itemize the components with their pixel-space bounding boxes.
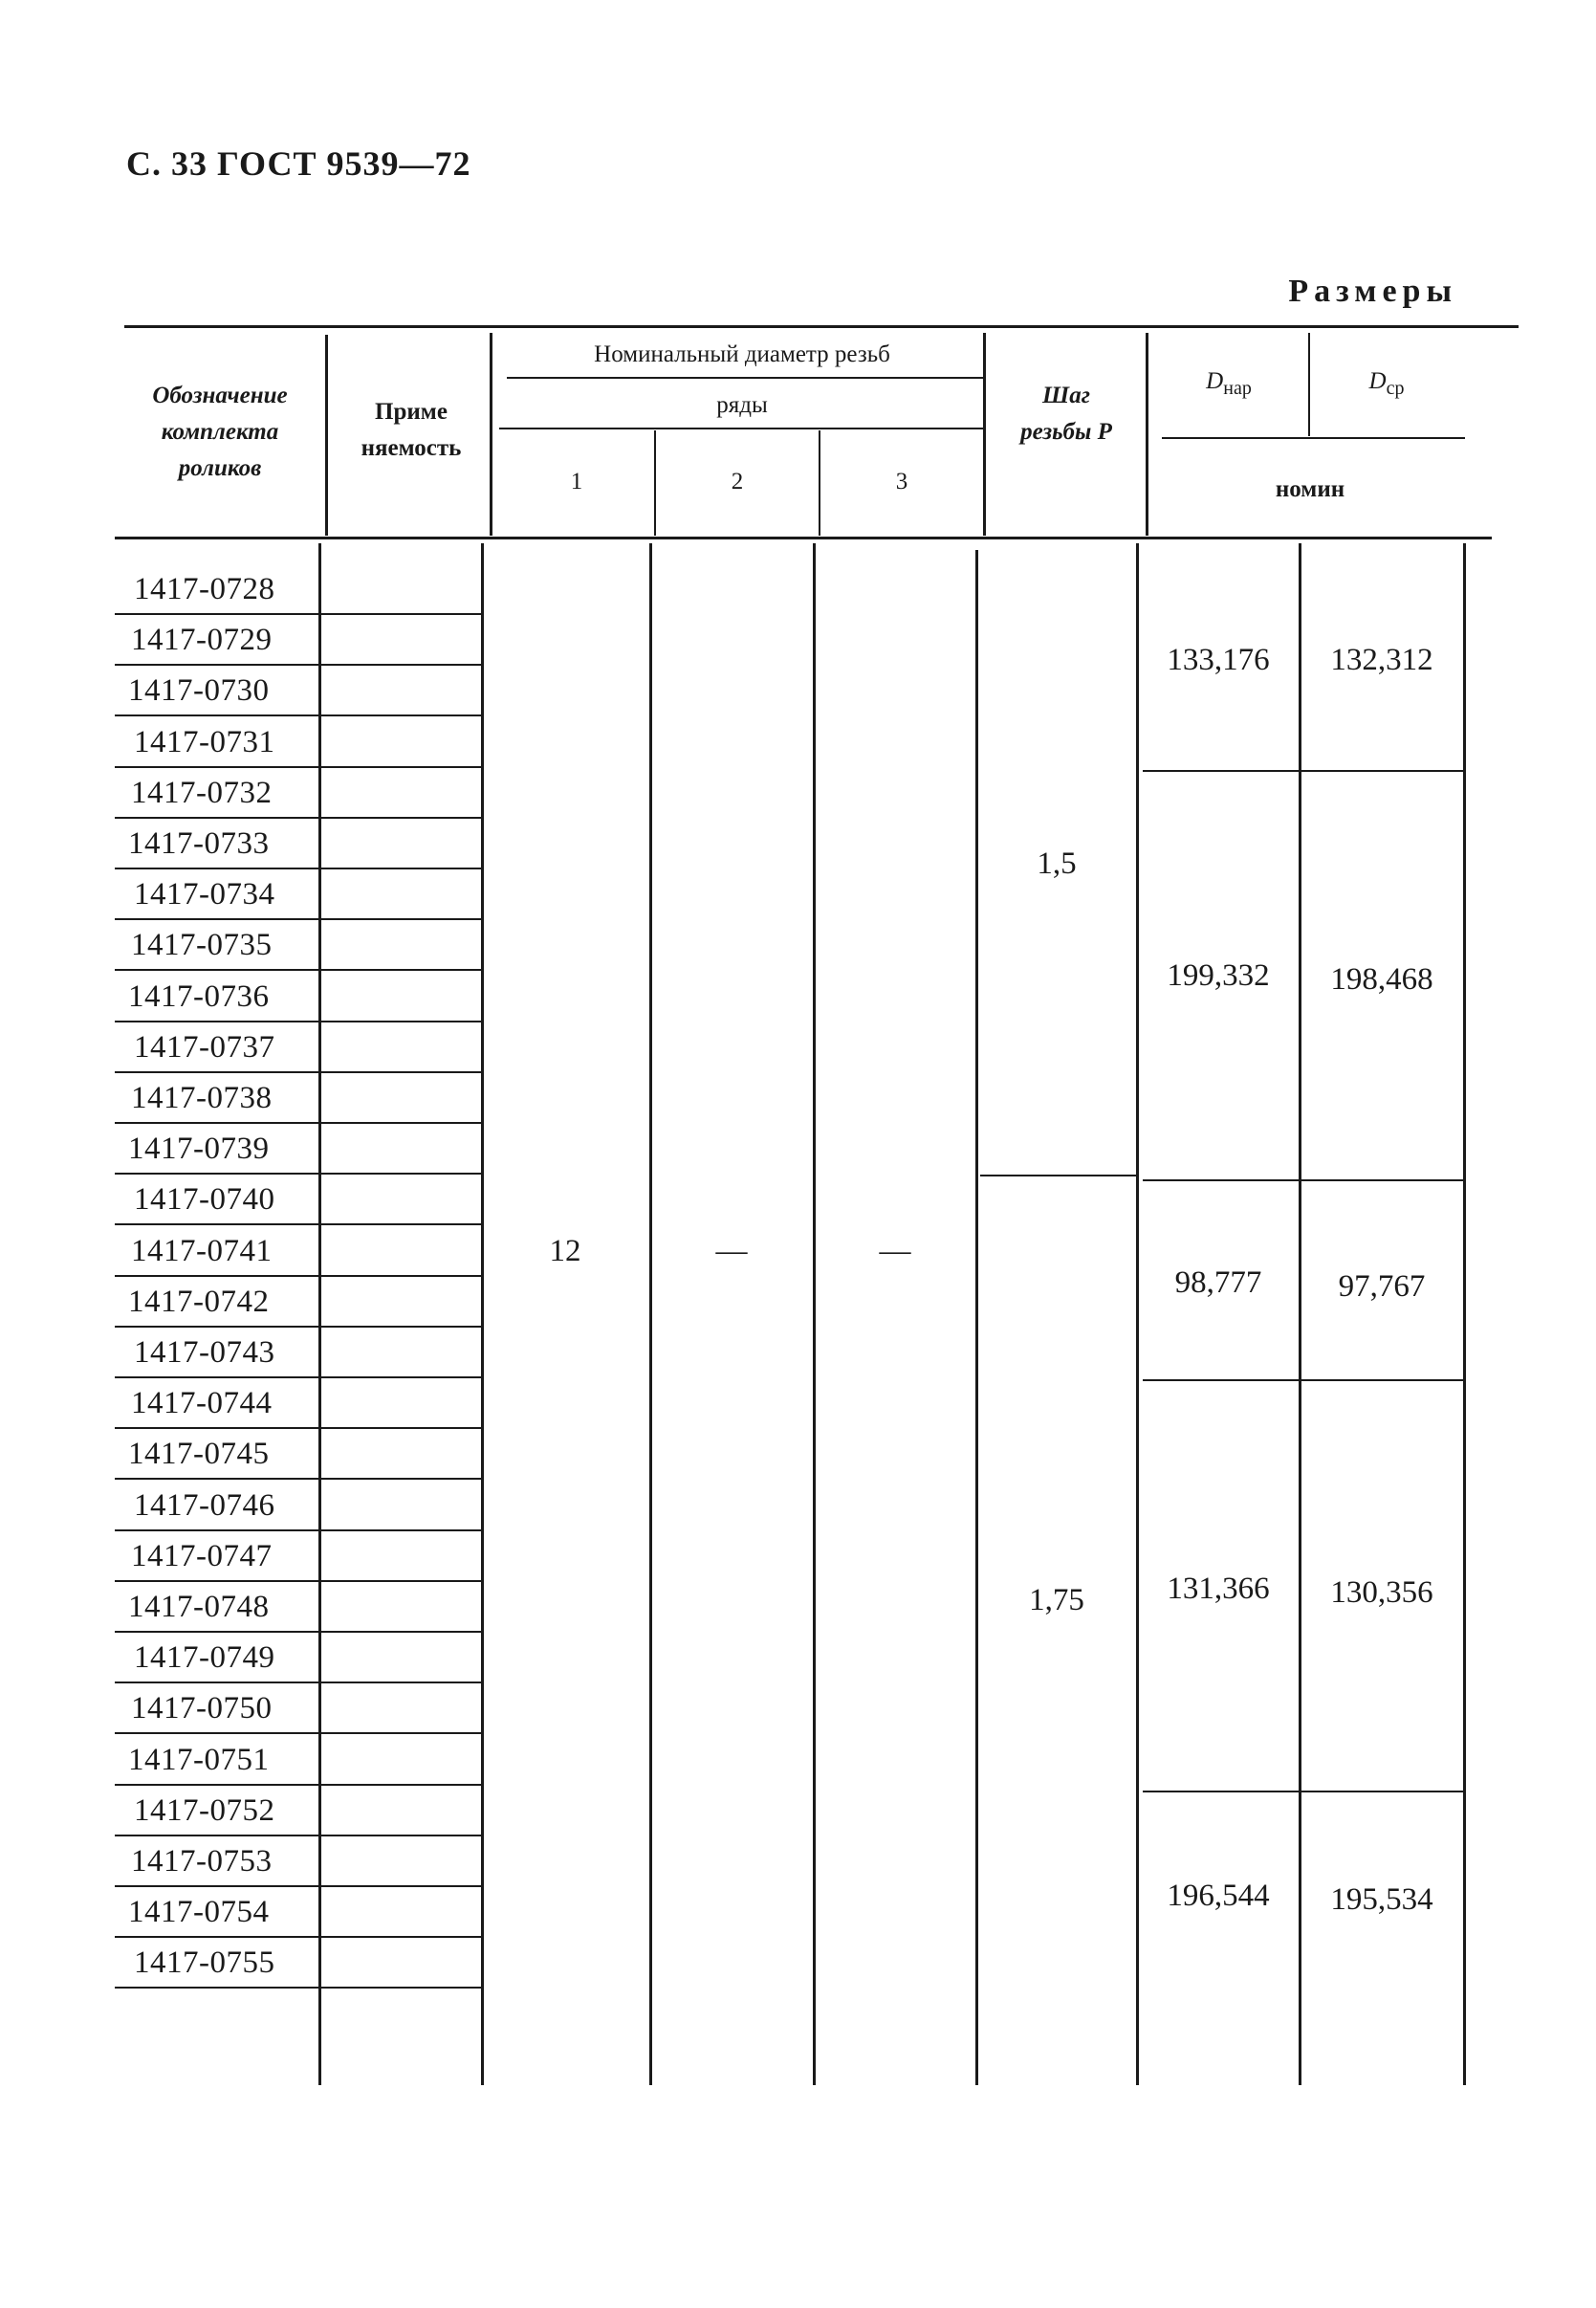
- body-divider: [1299, 543, 1301, 2085]
- dimension-group-rule: [1143, 1179, 1463, 1181]
- pitch-value: 1,5: [1037, 846, 1077, 881]
- d-outer-value: 98,777: [1174, 1265, 1262, 1300]
- body-divider: [1463, 543, 1466, 2085]
- designation-code: 1417-0736: [128, 978, 270, 1014]
- body-divider: [1136, 543, 1139, 2085]
- designation-code: 1417-0737: [134, 1029, 275, 1065]
- dimensions-rule: [1162, 437, 1465, 439]
- pitch-value: 1,75: [1029, 1583, 1084, 1617]
- designation-code: 1417-0755: [134, 1945, 275, 1981]
- d-outer-value: 196,544: [1167, 1879, 1270, 1913]
- row-rule: [115, 1987, 483, 1989]
- d-mean-value: 130,356: [1330, 1575, 1433, 1610]
- header-divider: [1308, 333, 1310, 436]
- table-top-rule: [124, 325, 1519, 328]
- d-mean-subscript: ср: [1386, 378, 1405, 399]
- designation-code: 1417-0748: [128, 1590, 270, 1624]
- header-divider: [325, 335, 328, 536]
- d-outer-subscript: нар: [1223, 378, 1252, 399]
- designation-code: 1417-0739: [128, 1132, 270, 1167]
- designation-code: 1417-0752: [134, 1792, 275, 1828]
- d-outer-header: [1157, 363, 1301, 407]
- d-mean-value: 198,468: [1330, 962, 1433, 997]
- row3-value: —: [879, 1234, 911, 1268]
- designation-code: 1417-0728: [134, 572, 275, 606]
- d-mean-value: 97,767: [1338, 1269, 1426, 1304]
- applicability-header: Приме няемость: [361, 399, 462, 461]
- header-divider: [1146, 333, 1148, 536]
- designation-code: 1417-0730: [128, 673, 270, 709]
- designation-code: 1417-0750: [131, 1691, 273, 1726]
- rows-header: ряды: [716, 392, 768, 418]
- row1-header: 1: [570, 469, 583, 495]
- units-caption: Размеры: [1288, 274, 1457, 309]
- designation-code: 1417-0735: [131, 928, 273, 963]
- designation-code: 1417-0738: [131, 1081, 273, 1115]
- d-mean-symbol: D: [1368, 368, 1387, 394]
- header-bottom-rule: [115, 537, 1492, 539]
- row3-header: 3: [895, 469, 908, 495]
- nominal-diameter-header: Номинальный диаметр резьб: [594, 341, 890, 367]
- dimension-group-rule: [1143, 770, 1463, 772]
- designation-code: 1417-0746: [134, 1487, 275, 1523]
- designation-code: 1417-0749: [134, 1640, 275, 1676]
- d-mean-value: 132,312: [1330, 643, 1433, 677]
- dimension-group-rule: [1143, 1791, 1463, 1792]
- designation-code: 1417-0733: [128, 826, 270, 861]
- designation-code: 1417-0741: [131, 1233, 273, 1268]
- designation-code: 1417-0754: [128, 1895, 270, 1930]
- pitch-header: Шаг резьбы P: [1020, 383, 1112, 445]
- designation-code: 1417-0731: [134, 724, 275, 759]
- d-mean-value: 195,534: [1330, 1882, 1433, 1917]
- designation-code: 1417-0729: [131, 623, 273, 658]
- page-header: С. 33 ГОСТ 9539—72: [126, 144, 471, 183]
- row2-value: —: [715, 1234, 748, 1268]
- designation-code: 1417-0747: [131, 1538, 273, 1573]
- designation-code: 1417-0753: [131, 1844, 273, 1879]
- row2-header: 2: [731, 469, 744, 495]
- body-divider: [813, 543, 816, 2085]
- dimension-group-rule: [1143, 1379, 1463, 1381]
- designation-code: 1417-0734: [134, 877, 275, 912]
- body-divider: [481, 543, 484, 2085]
- d-outer-symbol: D: [1206, 368, 1224, 394]
- designation-code: 1417-0744: [131, 1386, 273, 1421]
- designation-code: 1417-0742: [128, 1284, 270, 1319]
- pitch-group-rule: [980, 1175, 1138, 1176]
- designation-header: Обозначение комплекта роликов: [152, 383, 288, 481]
- designation-code: 1417-0732: [131, 775, 273, 810]
- body-divider: [975, 550, 978, 2085]
- body-divider: [649, 543, 652, 2085]
- d-outer-value: 199,332: [1167, 958, 1270, 993]
- designation-code: 1417-0751: [128, 1742, 270, 1777]
- header-divider: [490, 333, 492, 536]
- d-mean-header: [1315, 363, 1458, 407]
- designation-code: 1417-0743: [134, 1335, 275, 1370]
- nominal-header: номин: [1275, 476, 1345, 502]
- row1-value: 12: [549, 1234, 581, 1268]
- nominal-diameter-rule: [507, 377, 985, 379]
- d-outer-value: 133,176: [1167, 643, 1270, 677]
- designation-code: 1417-0740: [134, 1182, 275, 1218]
- designation-code: 1417-0745: [128, 1437, 270, 1472]
- d-outer-value: 131,366: [1167, 1572, 1270, 1606]
- rows-rule: [499, 428, 985, 429]
